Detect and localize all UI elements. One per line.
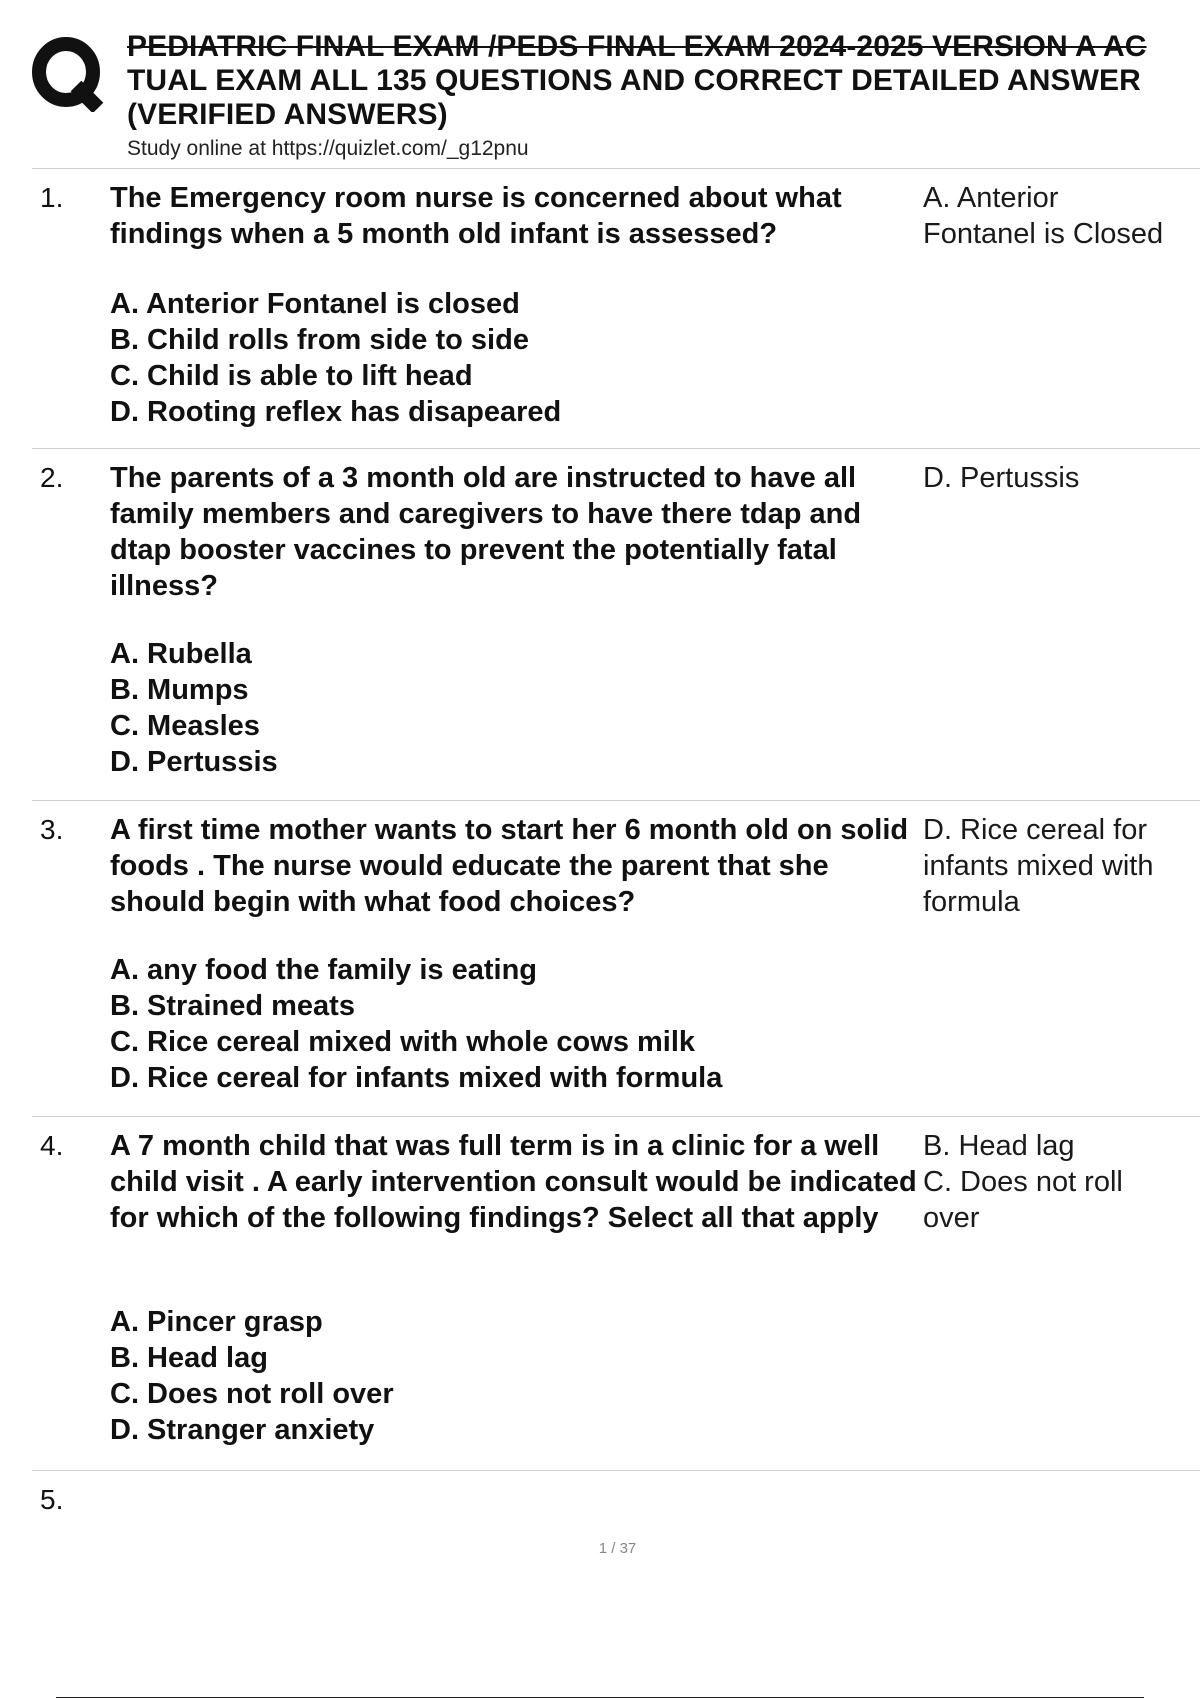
question-text: A 7 month child that was full term is in a clinic for a well child visit . A early intervention consult would be indicated for which of the following findings? Select all that apply <box>110 1130 917 1234</box>
page-indicator: 1 / 37 <box>598 1540 637 1557</box>
option-a: A. any food the family is eating <box>110 954 538 986</box>
header-divider <box>32 168 1200 169</box>
question-number: 2. <box>40 462 64 493</box>
header-title-block <box>127 30 1200 162</box>
answer-line: D. Pertussis <box>923 462 1080 494</box>
question-text: The parents of a 3 month old are instructed to have all family members and caregivers to have there tdap and dtap booster vaccines to prevent the potentially fatal illness? <box>110 462 862 602</box>
option-c: C. Measles <box>110 710 260 742</box>
quizlet-q-logo-icon <box>32 36 104 112</box>
answer-line: over <box>923 1202 980 1234</box>
question-divider <box>32 1116 1200 1117</box>
question-number: 1. <box>40 182 64 213</box>
option-a: A. Pincer grasp <box>110 1306 323 1338</box>
option-b: B. Strained meats <box>110 990 355 1022</box>
option-d: D. Stranger anxiety <box>110 1414 375 1446</box>
page-bottom-divider <box>56 1697 1144 1698</box>
question-options <box>110 1304 910 1448</box>
answer-line: B. Head lag <box>923 1130 1075 1162</box>
option-a: A. Anterior Fontanel is closed <box>110 288 520 320</box>
document-title-line-2: TUAL EXAM ALL 135 QUESTIONS AND CORRECT DETAILED ANSWER <box>127 64 1141 97</box>
answer-line: Fontanel is Closed <box>923 218 1164 250</box>
answer-line: formula <box>923 886 1020 918</box>
question-text: A first time mother wants to start her 6 month old on solid foods . The nurse would educate the parent that she should begin with what food choices? <box>110 814 909 918</box>
answer-line: C. Does not roll <box>923 1166 1123 1198</box>
question-options <box>110 636 910 780</box>
option-d: D. Rooting reflex has disapeared <box>110 396 562 428</box>
answer-line: infants mixed with <box>923 850 1154 882</box>
question-number: 5. <box>40 1484 64 1515</box>
option-b: B. Head lag <box>110 1342 268 1374</box>
question-divider <box>32 800 1200 801</box>
option-a: A. Rubella <box>110 638 252 670</box>
answer-text <box>923 812 1200 920</box>
question-text: The Emergency room nurse is concerned about what findings when a 5 month old infant is assessed? <box>110 182 842 250</box>
question-options <box>110 286 910 430</box>
question-options <box>110 952 910 1096</box>
question-divider <box>32 448 1200 449</box>
answer-line: D. Rice cereal for <box>923 814 1148 846</box>
option-c: C. Child is able to lift head <box>110 360 473 392</box>
question-number: 3. <box>40 814 64 845</box>
option-c: C. Rice cereal mixed with whole cows milk <box>110 1026 696 1058</box>
option-d: D. Pertussis <box>110 746 278 778</box>
study-online-link[interactable]: Study online at https://quizlet.com/_g12pnu <box>127 137 529 160</box>
document-title-line-3: (VERIFIED ANSWERS) <box>127 98 448 131</box>
option-c: C. Does not roll over <box>110 1378 394 1410</box>
answer-text <box>923 180 1200 252</box>
answer-line: A. Anterior <box>923 182 1059 214</box>
question-divider <box>32 1470 1200 1471</box>
answer-text <box>923 1128 1200 1236</box>
option-b: B. Child rolls from side to side <box>110 324 529 356</box>
option-b: B. Mumps <box>110 674 249 706</box>
question-number: 4. <box>40 1130 64 1161</box>
document-title-line-1: PEDIATRIC FINAL EXAM /PEDS FINAL EXAM 2024-2025 VERSION A AC <box>127 30 1147 63</box>
answer-text <box>923 460 1200 496</box>
option-d: D. Rice cereal for infants mixed with formula <box>110 1062 723 1094</box>
